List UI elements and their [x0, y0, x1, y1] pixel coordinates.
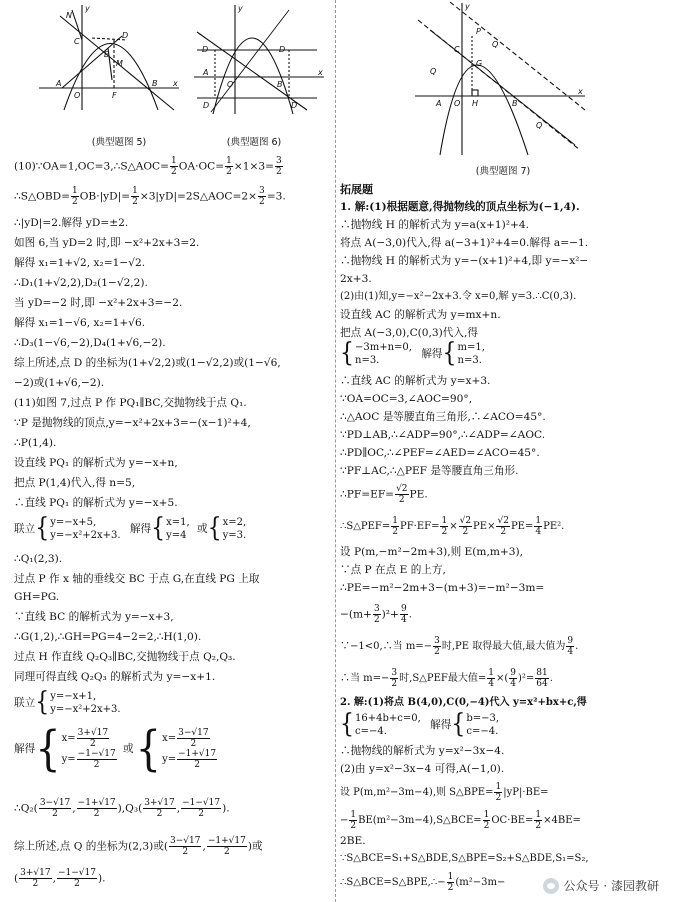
right-line-14: ∵PF⊥AC,∴△PEF 是等腰直角三角形.: [340, 465, 519, 477]
right-line-7: 设直线 AC 的解析式为 y=mx+n.: [340, 309, 501, 321]
fig6-label-d3: D: [203, 101, 210, 110]
right-line-16: ∴S△PEF= $\frac{1}{2}$ PF·EF= $\frac{1}{2}$ × $\frac{√2}{2}$ PE× $\frac{√2}{2}$ PE= $\frac{1}{4}$ PE².: [340, 516, 565, 537]
wechat-icon: [543, 878, 559, 894]
left-line-3: ∴|yD|=2.解得 yD=±2.: [14, 217, 129, 229]
fig6-label-b: B: [277, 80, 283, 89]
left-line-22: ∴G(1,2),∴GH=PG=4−2=2,∴H(1,0).: [14, 631, 202, 643]
fig6-label-d4: D: [291, 101, 298, 110]
right-line-15: ∴PF=EF= $\frac{√2}{2}$ PE.: [340, 484, 428, 505]
left-line-19: 过点 P 作 x 轴的垂线交 BC 于点 G,在直线 PG 上取: [14, 573, 260, 585]
system-2: 联立{y=−x+1, y=−x²+2x+3.: [14, 687, 121, 718]
caption-fig7: (典型题图 7): [475, 166, 531, 177]
fig5-label-x: x: [173, 79, 178, 88]
left-final-1: 综上所述,点 Q 的坐标为(2,3)或( $\frac{3-√17}{2}$ , $\frac{-1+√17}{2}$ )或: [14, 836, 263, 857]
left-line-17: ∴直线 PQ₁ 的解析式为 y=−x+5.: [14, 497, 178, 509]
right-line-6: (2)由(1)知,y=−x²−2x+3.令 x=0,解 y=3.∴C(0,3).: [340, 291, 577, 302]
right-line-22: ∴当 m=− $\frac{3}{2}$ 时,S△PEF最大值= $\frac{1}{4}$ ×( $\frac{9}{4}$ )²= $\frac{81}{64}$ .: [340, 668, 553, 689]
fig7-label-g: G: [476, 59, 483, 68]
left-line-13: ∵P 是抛物线的顶点,y=−x²+2x+3=−(x−1)²+4,: [14, 417, 251, 429]
right-line-3: 将点 A(−3,0)代入,得 a(−3+1)²+4=0.解得 a=−1.: [340, 237, 589, 249]
left-q-points: ∴Q₂( $\frac{3-√17}{2}$ , $\frac{-1+√17}{2}$ ),Q₃( $\frac{3+√17}{2}$ , $\frac{-1-√17}{2}$ ).: [14, 798, 230, 819]
right-line-29: ∵S△BCE=S₁+S△BDE,S△BPE=S₂+S△BDE,S₁=S₂,: [340, 853, 589, 864]
right-line-8: 把点 A(−3,0),C(0,3)代入,得: [340, 327, 478, 339]
fig7-label-p: P: [476, 27, 481, 36]
right-line-1: 1. 解:(1)根据题意,得抛物线的顶点坐标为(−1,4).: [340, 201, 580, 213]
fig6-label-d2: D: [202, 45, 209, 54]
fig5-label-o: O: [74, 91, 81, 100]
left-line-11: −2)或(1+√6,−2).: [14, 377, 105, 389]
system-4: {−3m+n=0, n=3. 解得{m=1, n=3.: [340, 338, 485, 369]
fig6-label-d1: D: [279, 45, 286, 54]
fig7-label-b: B: [512, 99, 518, 108]
right-line-21: ∵−1<0,∴当 m=− $\frac{3}{2}$ 时,PE 取得最大值,最大值为 $\frac{9}{4}$ .: [340, 636, 579, 657]
figure-7: [410, 0, 590, 160]
right-line-28: 2BE.: [340, 835, 366, 847]
left-line-9: ∴D₃(1−√6,−2),D₄(1+√6,−2).: [14, 337, 166, 349]
right-line-25: (2)由 y=x²−3x−4 可得,A(−1,0).: [340, 763, 505, 775]
right-line-4: ∴抛物线 H 的解析式为 y=−(x+1)²+4,即 y=−x²−: [340, 255, 589, 267]
fig5-label-y: y: [85, 4, 90, 13]
fig6-label-o: O: [227, 80, 234, 89]
fig7-label-q3: Q: [536, 121, 543, 130]
left-line-16: 把点 P(1,4)代入,得 n=5,: [14, 477, 136, 489]
left-line-18: ∴Q₁(2,3).: [14, 553, 63, 565]
fig7-label-q2: Q: [430, 67, 437, 76]
right-line-26: 设 P(m,m²−3m−4),则 S△BPE= $\frac{1}{2}$ |yP|·BE=: [340, 782, 549, 803]
right-line-5: 2x+3.: [340, 273, 372, 285]
left-line-2: ∴S△OBD= $\frac{1}{2}$ OB·|yD|= $\frac{1}{2}$ ×3|yD|=2S△AOC=2× $\frac{3}{2}$ =3.: [14, 186, 286, 207]
system-3: 解得{x= $\frac{3+√17}{2}$ y= $\frac{-1-√17}{2}$ 或{x= $\frac{3-√17}{2}$ y= $\frac{-1+√17}{2}$: [14, 721, 217, 777]
left-line-4: 如图 6,当 yD=2 时,即 −x²+2x+3=2.: [14, 237, 200, 249]
fig7-label-q1: Q: [492, 40, 499, 49]
left-line-1: (10)∵OA=1,OC=3,∴S△AOC= $\frac{1}{2}$ OA·OC= $\frac{1}{2}$ ×1×3= $\frac{3}{2}$: [14, 156, 282, 177]
left-line-24: 同理可得直线 Q₂Q₃ 的解析式为 y=−x+1.: [14, 671, 216, 683]
left-line-23: 过点 H 作直线 Q₂Q₃∥BC,交抛物线于点 Q₂,Q₃.: [14, 651, 236, 663]
right-line-9: ∴直线 AC 的解析式为 y=x+3.: [340, 375, 491, 387]
fig7-label-x: x: [578, 87, 583, 96]
fig7-label-c: C: [454, 45, 460, 54]
fig7-label-y: y: [465, 2, 470, 11]
right-line-19: ∴PE=−m²−2m+3−(m+3)=−m²−3m=: [340, 582, 545, 594]
figure-6: [189, 2, 329, 117]
left-line-21: ∵直线 BC 的解析式为 y=−x+3,: [14, 611, 174, 623]
right-line-24: ∴抛物线的解析式为 y=x²−3x−4.: [340, 745, 505, 757]
fig5-label-d: D: [122, 31, 129, 40]
fig5-label-b: B: [152, 79, 158, 88]
right-line-27: − $\frac{1}{2}$ BE(m²−3m−4),S△BCE= $\frac{1}{2}$ OC·BE= $\frac{1}{2}$ ×4BE=: [340, 810, 581, 831]
section-heading: 拓展题: [340, 183, 373, 196]
left-final-2: ( $\frac{3+√17}{2}$ , $\frac{-1-√17}{2}$ ).: [14, 868, 106, 889]
right-line-23: 2. 解:(1)将点 B(4,0),C(0,−4)代入 y=x²+bx+c,得: [340, 697, 587, 708]
right-line-30: ∴S△BCE=S△BPE,∴− $\frac{1}{2}$ (m²−3m−: [340, 872, 506, 893]
system-1: 联立{y=−x+5, y=−x²+2x+3. 解得{x=1, y=4 或{x=2, y=3.: [14, 513, 247, 544]
fig5-label-c: C: [74, 37, 80, 46]
fig5-label-n: N: [66, 11, 72, 20]
right-line-18: ∵点 P 在点 E 的上方,: [340, 564, 446, 576]
figure-5: [34, 2, 184, 114]
left-line-12: (11)如图 7,过点 P 作 PQ₁∥BC,交抛物线于点 Q₁.: [14, 397, 247, 409]
left-line-6: ∴D₁(1+√2,2),D₂(1−√2,2).: [14, 277, 148, 289]
right-line-11: ∴△AOC 是等腰直角三角形,∴∠ACO=45°.: [340, 411, 546, 423]
fig6-label-y: y: [238, 4, 243, 13]
left-line-15: 设直线 PQ₁ 的解析式为 y=−x+n,: [14, 457, 178, 469]
fig7-label-o: O: [454, 99, 461, 108]
left-line-10: 综上所述,点 D 的坐标为(1+√2,2)或(1−√2,2)或(1−√6,: [14, 357, 281, 369]
fig7-label-a: A: [436, 99, 442, 108]
left-line-20: GH=PG.: [14, 591, 60, 603]
fig5-label-a: A: [56, 79, 62, 88]
right-line-17: 设 P(m,−m²−2m+3),则 E(m,m+3),: [340, 546, 523, 558]
column-divider: [335, 0, 336, 902]
right-line-12: ∵PD⊥AB,∴∠ADP=90°,∴∠ADP=∠AOC.: [340, 429, 546, 441]
left-line-8: 解得 x₁=1−√6, x₂=1+√6.: [14, 317, 146, 329]
left-line-7: 当 yD=−2 时,即 −x²+2x+3=−2.: [14, 297, 183, 309]
caption-fig6: (典型题图 6): [226, 137, 282, 148]
caption-fig5: (典型题图 5): [91, 137, 147, 148]
right-line-2: ∴抛物线 H 的解析式为 y=a(x+1)²+4.: [340, 219, 529, 231]
left-line-5: 解得 x₁=1+√2, x₂=1−√2.: [14, 257, 146, 269]
left-line-14: ∴P(1,4).: [14, 437, 57, 449]
fig5-label-e: E: [104, 50, 110, 59]
fig5-label-m: M: [116, 59, 123, 68]
fig5-label-f: F: [112, 91, 117, 100]
fig7-label-h: H: [472, 99, 479, 108]
right-line-13: ∴PD∥OC,∴∠PEF=∠AED=∠ACO=45°.: [340, 447, 540, 459]
watermark: 公众号 · 漆园教研: [543, 877, 659, 894]
fig6-label-a: A: [203, 68, 209, 77]
fig6-label-x: x: [318, 68, 323, 77]
system-5: {16+4b+c=0, c=−4. 解得{b=−3, c=−4.: [340, 709, 500, 740]
right-line-20: −(m+ $\frac{3}{2}$ )²+ $\frac{9}{4}$ .: [340, 604, 413, 625]
right-line-10: ∵OA=OC=3,∠AOC=90°,: [340, 393, 473, 405]
